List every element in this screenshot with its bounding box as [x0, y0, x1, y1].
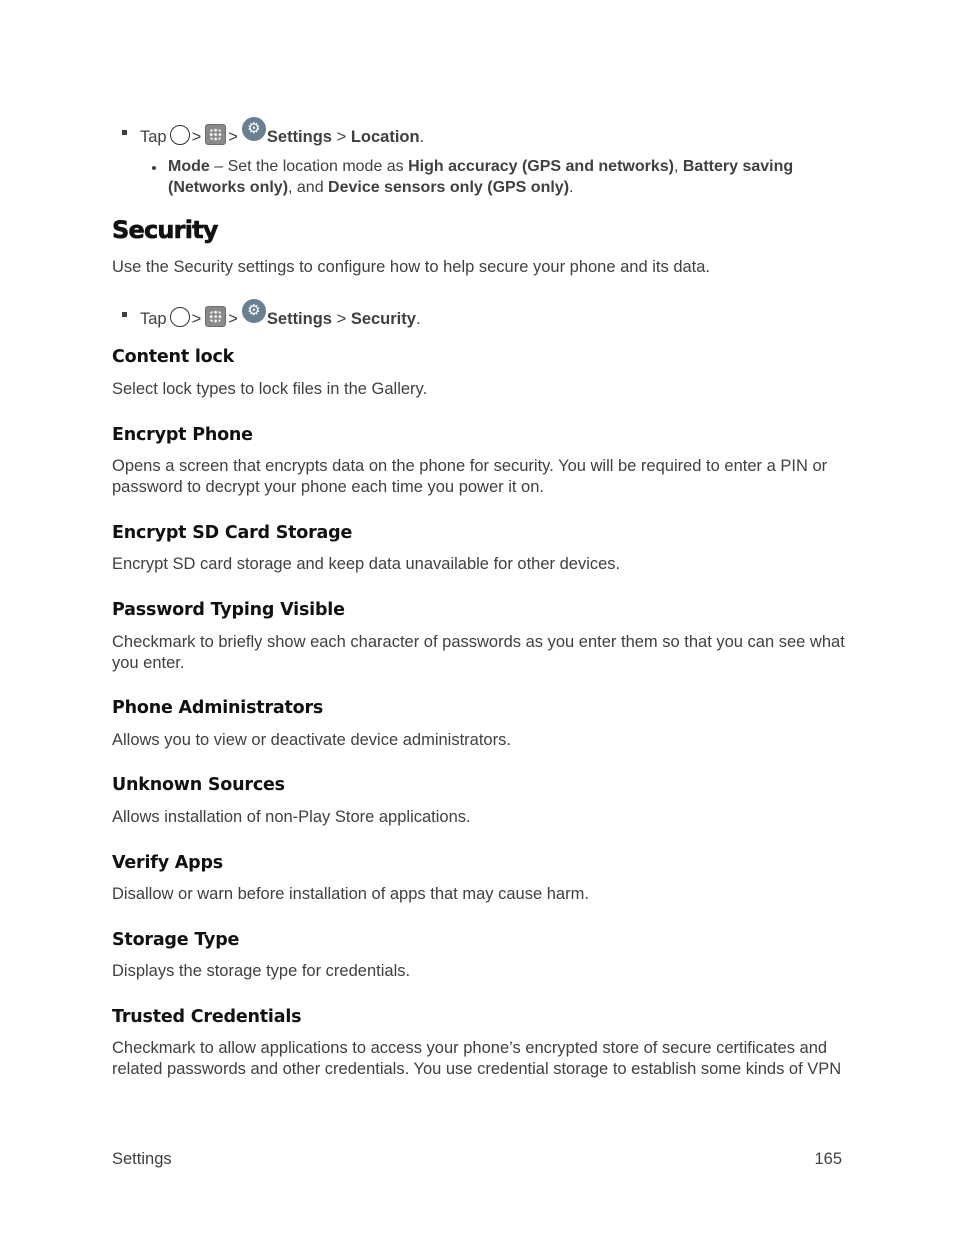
- mode-text: – Set the location mode as: [209, 158, 409, 175]
- heading-encrypt-sd: Encrypt SD Card Storage: [112, 523, 353, 543]
- body-verify-apps: Disallow or warn before installation of apps that may cause harm.: [112, 885, 589, 903]
- body-storage-type: Displays the storage type for credentials.: [112, 962, 411, 980]
- body-unknown-sources: Allows installation of non-Play Store applications.: [112, 808, 471, 826]
- settings-label: Settings: [266, 128, 332, 146]
- mode-option-high-accuracy: High accuracy (GPS and networks): [408, 158, 674, 175]
- body-trusted-credentials: Checkmark to allow applications to access your phone’s encrypted store of secure certificates and related passwords and other credentials. You use credential storage to establish some kinds of VPN: [112, 1039, 842, 1078]
- tap-label: Tap: [140, 310, 167, 328]
- comma: ,: [673, 158, 683, 175]
- heading-verify-apps: Verify Apps: [112, 853, 224, 873]
- mode-option-battery-saving: Battery saving (Networks only): [168, 158, 794, 196]
- separator: >: [336, 310, 347, 328]
- footer-section: Settings: [112, 1150, 172, 1168]
- mode-option-device-sensors: Device sensors only (GPS only): [328, 179, 570, 196]
- body-content-lock: Select lock types to lock files in the Gallery.: [112, 380, 428, 398]
- heading-phone-admins: Phone Administrators: [112, 698, 324, 718]
- home-icon: [170, 125, 190, 145]
- heading-trusted-credentials: Trusted Credentials: [112, 1007, 302, 1027]
- location-step: [140, 117, 424, 147]
- separator: >: [228, 128, 238, 146]
- heading-content-lock: Content lock: [112, 347, 235, 367]
- apps-icon: [205, 306, 226, 327]
- tap-label: Tap: [140, 128, 167, 146]
- body-password-typing: Checkmark to briefly show each character of passwords as you enter them so that you can see what you enter.: [112, 633, 845, 672]
- location-label: Location: [350, 128, 420, 146]
- separator: >: [228, 310, 238, 328]
- settings-icon: ⚙: [242, 117, 266, 141]
- page-number: 165: [814, 1150, 842, 1168]
- location-mode-text: [168, 156, 838, 198]
- bullet: [122, 312, 127, 317]
- period: .: [419, 128, 425, 146]
- heading-password-typing: Password Typing Visible: [112, 600, 345, 620]
- heading-storage-type: Storage Type: [112, 930, 240, 950]
- security-intro: Use the Security settings to configure how to help secure your phone and its data.: [112, 258, 711, 276]
- mode-label: Mode: [168, 158, 210, 175]
- period: .: [569, 179, 574, 196]
- security-label: Security: [350, 310, 416, 328]
- body-encrypt-sd: Encrypt SD card storage and keep data unavailable for other devices.: [112, 555, 621, 573]
- security-title: Security: [112, 216, 218, 244]
- separator: >: [191, 310, 202, 328]
- home-icon: [170, 307, 190, 327]
- sub-bullet: [152, 166, 156, 170]
- period: .: [415, 310, 421, 328]
- security-step: [140, 299, 421, 329]
- heading-unknown-sources: Unknown Sources: [112, 775, 285, 795]
- body-encrypt-phone: Opens a screen that encrypts data on the phone for security. You will be required to enter a PIN or password to decrypt your phone each time you power it on.: [112, 457, 828, 496]
- separator: >: [336, 128, 347, 146]
- conjunction: , and: [288, 179, 329, 196]
- heading-encrypt-phone: Encrypt Phone: [112, 425, 253, 445]
- separator: >: [191, 128, 202, 146]
- body-phone-admins: Allows you to view or deactivate device administrators.: [112, 731, 511, 749]
- settings-label: Settings: [266, 310, 332, 328]
- settings-icon: ⚙: [242, 299, 266, 323]
- apps-icon: [205, 124, 226, 145]
- bullet: [122, 130, 127, 135]
